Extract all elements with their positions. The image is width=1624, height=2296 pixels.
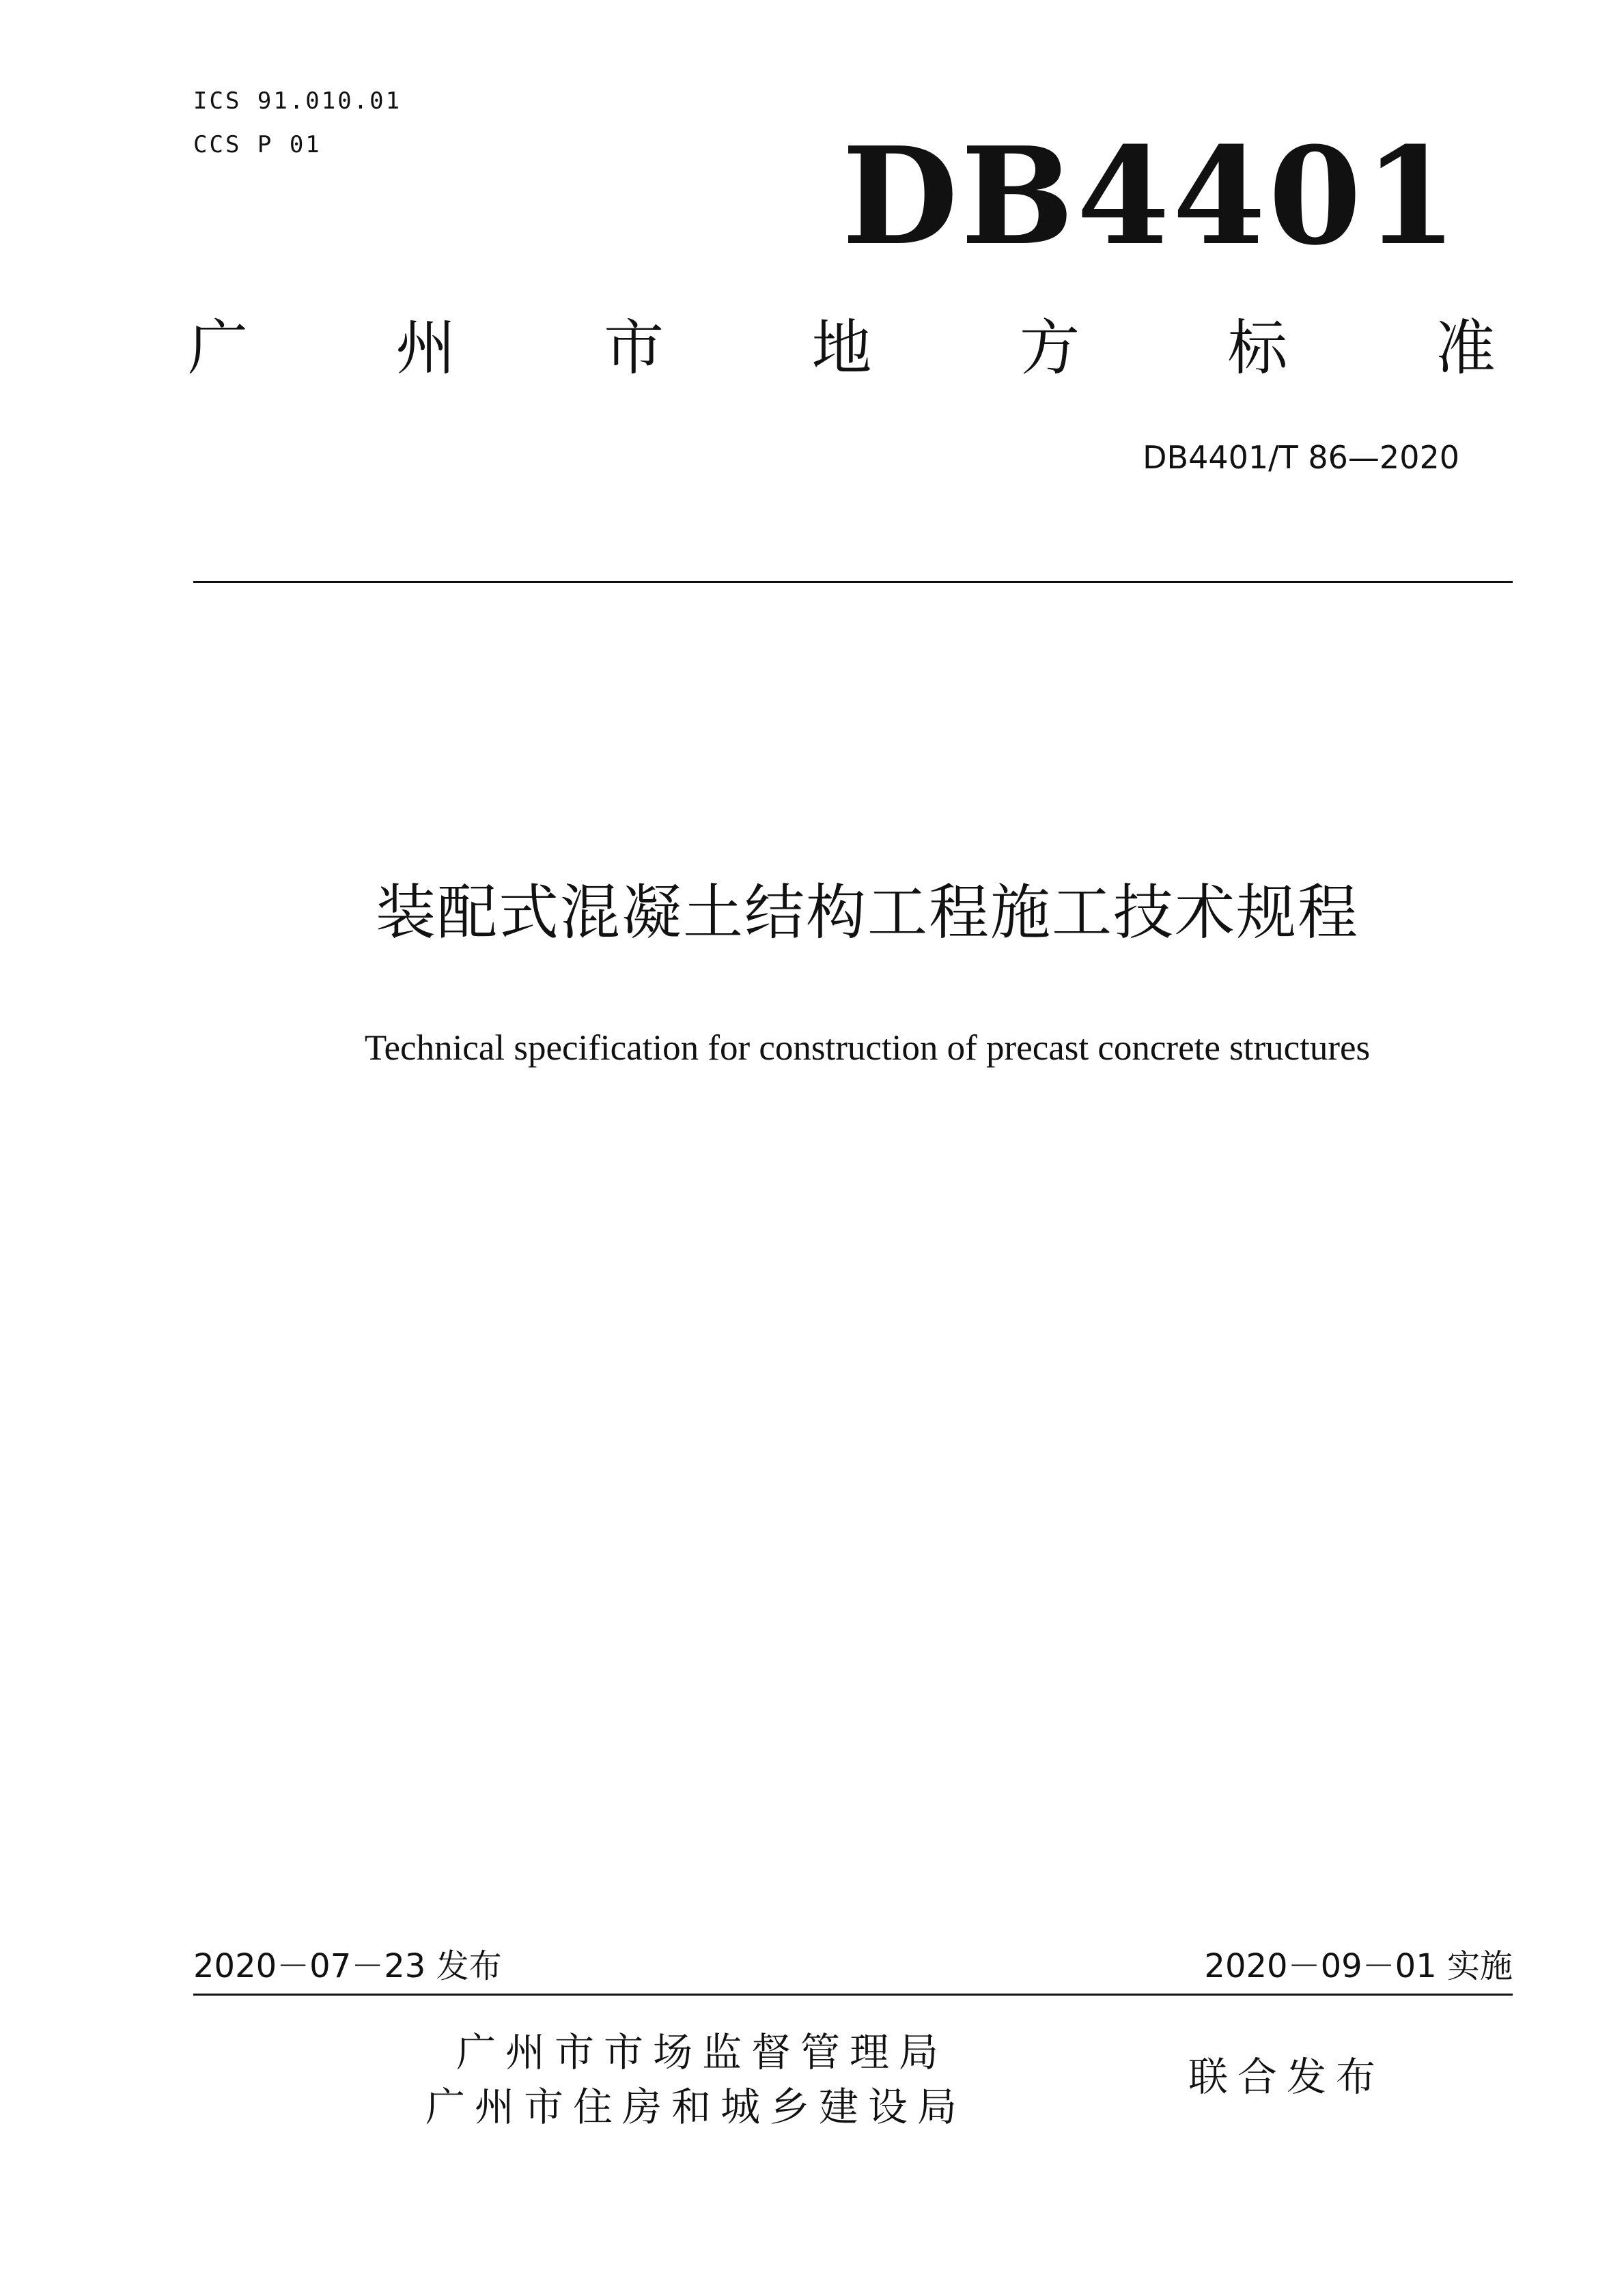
standard-type-char: 标 <box>1227 313 1288 383</box>
top-divider <box>193 581 1513 583</box>
standard-type-char: 准 <box>1435 313 1496 383</box>
document-title-zh: 装配式混凝土结构工程施工技术规程 <box>375 877 1359 948</box>
standard-number: DB4401/T 86—2020 <box>1143 439 1459 476</box>
standard-type-char: 市 <box>603 313 664 383</box>
standard-type-char: 方 <box>1019 313 1080 383</box>
standard-type-char: 地 <box>811 313 872 383</box>
standard-type-heading <box>188 311 1496 386</box>
standard-type-char: 州 <box>395 313 456 383</box>
standard-code-logo: DB4401 <box>841 118 1460 275</box>
issuer-housing-construction: 广州市住房和城乡建设局 <box>425 2084 967 2130</box>
document-title-en: Technical specification for construction of precast concrete structures <box>364 1028 1371 1068</box>
standard-type-char: 广 <box>188 313 249 383</box>
bottom-divider <box>193 1994 1513 1996</box>
ics-code: ICS 91.010.01 <box>193 87 402 115</box>
joint-release-label: 联合发布 <box>1188 2054 1386 2100</box>
issuer-market-regulation: 广州市市场监督管理局 <box>456 2029 949 2075</box>
implementation-date: 2020－09－01 实施 <box>1204 1947 1513 1985</box>
issue-date: 2020－07－23 发布 <box>193 1947 502 1985</box>
ccs-code: CCS P 01 <box>193 131 322 158</box>
